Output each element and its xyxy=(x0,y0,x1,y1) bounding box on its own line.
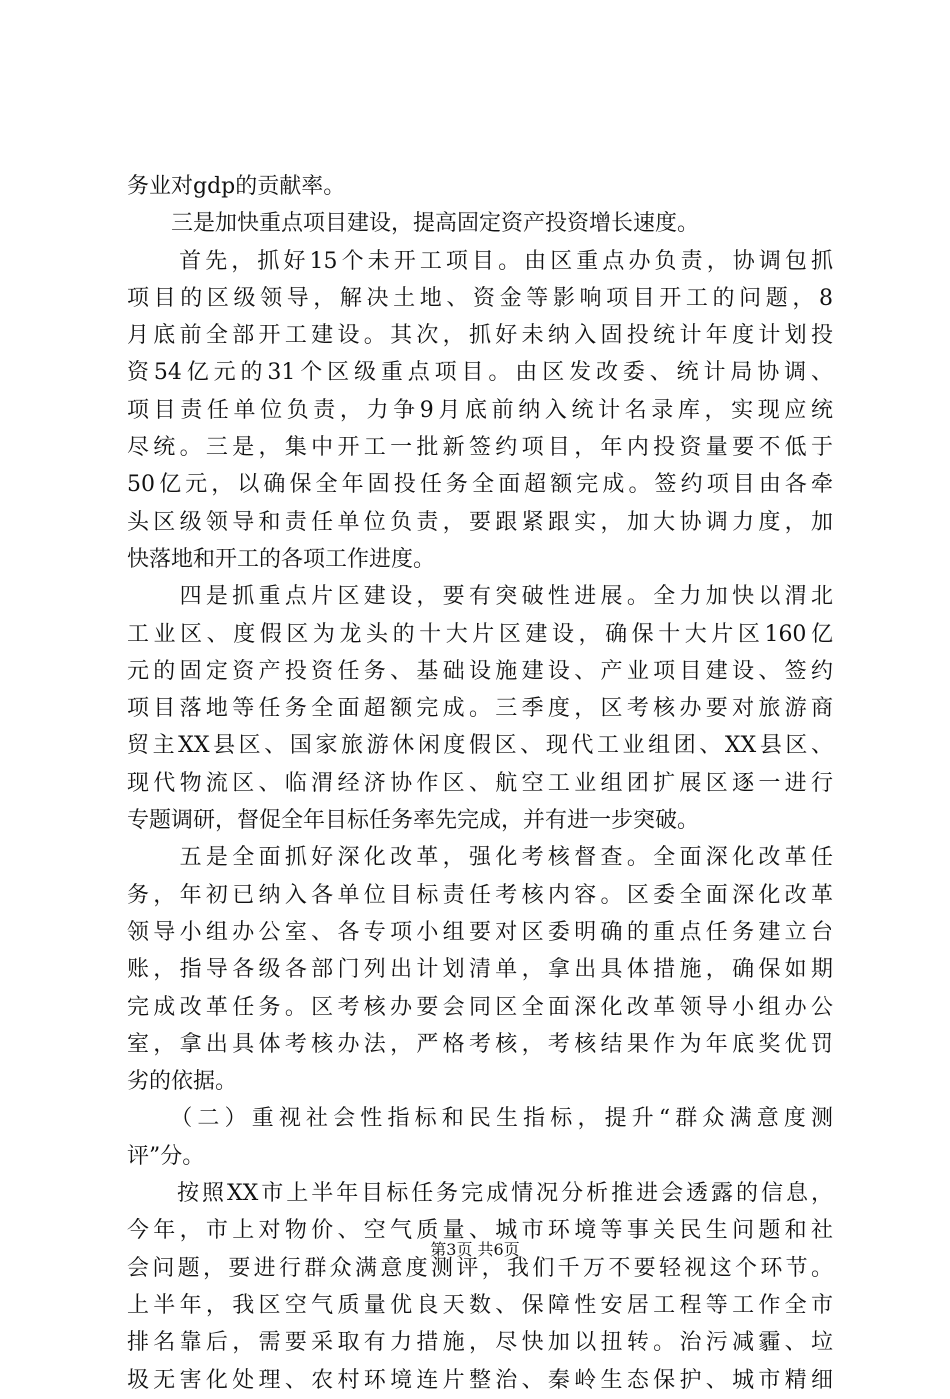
text-line: 月底前全部开工建设。其次，抓好未纳入固投统计年度计划投 xyxy=(127,323,833,349)
text-line: 劣的依据。 xyxy=(127,1069,238,1095)
text-line: 工业区、度假区为龙头的十大片区建设，确保十大片区160亿 xyxy=(127,621,833,647)
text-line: 项目的区级领导，解决土地、资金等影响项目开工的问题，8 xyxy=(127,285,833,311)
text-line: 上半年，我区空气质量优良天数、保障性安居工程等工作全市 xyxy=(127,1292,833,1318)
text-line: 项目责任单位负责，力争9月底前纳入统计名录库，实现应统 xyxy=(127,397,833,423)
text-line: 快落地和开工的各项工作进度。 xyxy=(127,546,436,572)
text-line: 务业对gdp的贡献率。 xyxy=(127,174,346,199)
text-line: 资54亿元的31个区级重点项目。由区发改委、统计局协调、 xyxy=(127,360,833,386)
text-line: 四是抓重点片区建设，要有突破性进展。全力加快以渭北 xyxy=(127,584,833,610)
text-line: 现代物流区、临渭经济协作区、航空工业组团扩展区逐一进行 xyxy=(127,770,833,796)
page-footer: 第3页 共6页 xyxy=(430,1240,520,1259)
text-line: 评”分。 xyxy=(127,1143,205,1169)
text-line: 领导小组办公室、各专项小组要对区委明确的重点任务建立台 xyxy=(127,919,833,945)
text-line: 首先，抓好15个未开工项目。由区重点办负责，协调包抓 xyxy=(127,248,833,274)
body-text xyxy=(127,168,833,1399)
text-line: 元的固定资产投资任务、基础设施建设、产业项目建设、签约 xyxy=(127,658,833,684)
text-line: 按照XX市上半年目标任务完成情况分析推进会透露的信息， xyxy=(127,1181,833,1207)
text-line: 室，拿出具体考核办法，严格考核，考核结果作为年底奖优罚 xyxy=(127,1031,833,1057)
text-line: 今年，市上对物价、空气质量、城市环境等事关民生问题和社 xyxy=(127,1218,833,1244)
text-line: 三是加快重点项目建设，提高固定资产投资增长速度。 xyxy=(127,211,700,237)
text-line: 尽统。三是，集中开工一批新签约项目，年内投资量要不低于 xyxy=(127,435,833,461)
text-line: 务，年初已纳入各单位目标责任考核内容。区委全面深化改革 xyxy=(127,882,833,908)
text-line: 贸主XX县区、国家旅游休闲度假区、现代工业组团、XX县区、 xyxy=(127,733,833,759)
text-line: 项目落地等任务全面超额完成。三季度，区考核办要对旅游商 xyxy=(127,696,833,722)
text-line: 50亿元，以确保全年固投任务全面超额完成。签约项目由各牵 xyxy=(127,472,833,498)
text-line: 圾无害化处理、农村环境连片整治、秦岭生态保护、城市精细 xyxy=(127,1367,833,1393)
text-line: 头区级领导和责任单位负责，要跟紧跟实，加大协调力度，加 xyxy=(127,509,833,535)
text-line: 账，指导各级各部门列出计划清单，拿出具体措施，确保如期 xyxy=(127,957,833,983)
text-line: （二）重视社会性指标和民生指标，提升“群众满意度测 xyxy=(127,1106,833,1132)
text-line: 五是全面抓好深化改革，强化考核督查。全面深化改革任 xyxy=(127,845,833,871)
text-line: 排名靠后，需要采取有力措施，尽快加以扭转。治污减霾、垃 xyxy=(127,1330,833,1356)
text-line: 会问题，要进行群众满意度测评，我们千万不要轻视这个环节。 xyxy=(127,1255,833,1281)
text-line: 完成改革任务。区考核办要会同区全面深化改革领导小组办公 xyxy=(127,994,833,1020)
text-line: 专题调研，督促全年目标任务率先完成，并有进一步突破。 xyxy=(127,808,700,834)
